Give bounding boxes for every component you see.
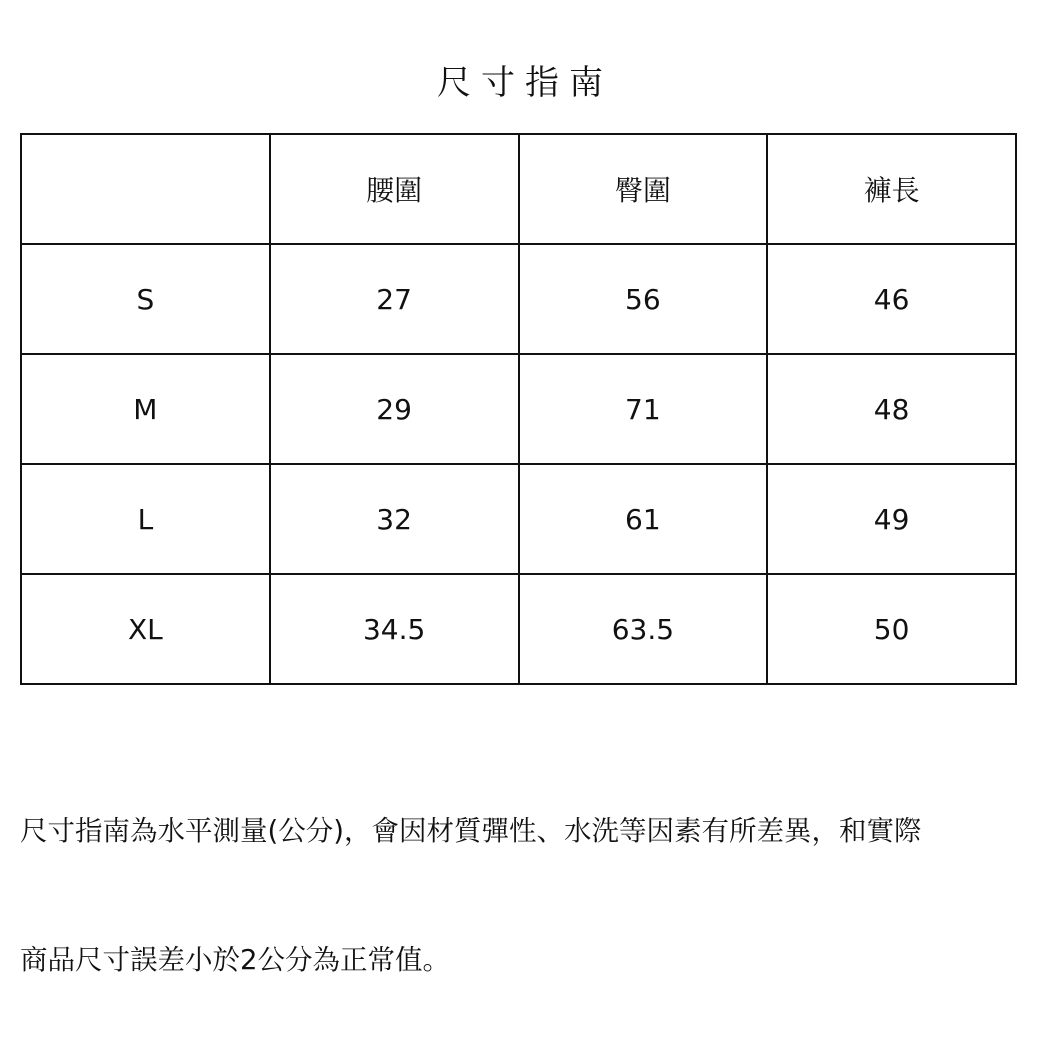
length-value-cell: 49 [767,464,1016,574]
hip-value-cell: 56 [519,244,768,354]
table-row [21,574,1016,684]
size-label-cell: S [21,244,270,354]
table-row [21,244,1016,354]
table-header-row [21,134,1016,244]
table-row [21,354,1016,464]
hip-value-cell: 61 [519,464,768,574]
size-label-cell: XL [21,574,270,684]
waist-value-cell: 34.5 [270,574,519,684]
waist-value-cell: 27 [270,244,519,354]
length-value-cell: 46 [767,244,1016,354]
waist-value-cell: 29 [270,354,519,464]
hip-value-cell: 63.5 [519,574,768,684]
size-label-cell: L [21,464,270,574]
size-chart-table [20,133,1017,685]
length-value-cell: 50 [767,574,1016,684]
table-row [21,464,1016,574]
header-cell-corner [21,134,270,244]
note-line-1: 尺寸指南為水平測量(公分)，會因材質彈性、水洗等因素有所差異，和實際 [20,815,922,847]
hip-value-cell: 71 [519,354,768,464]
measurement-note [20,724,1020,1025]
size-label-cell: M [21,354,270,464]
waist-value-cell: 32 [270,464,519,574]
note-line-2: 商品尺寸誤差小於2公分為正常值。 [20,944,450,976]
length-value-cell: 48 [767,354,1016,464]
header-cell-waist: 腰圍 [270,134,519,244]
header-cell-hip: 臀圍 [519,134,768,244]
page-title: 尺寸指南 [437,63,613,103]
header-cell-length: 褲長 [767,134,1016,244]
